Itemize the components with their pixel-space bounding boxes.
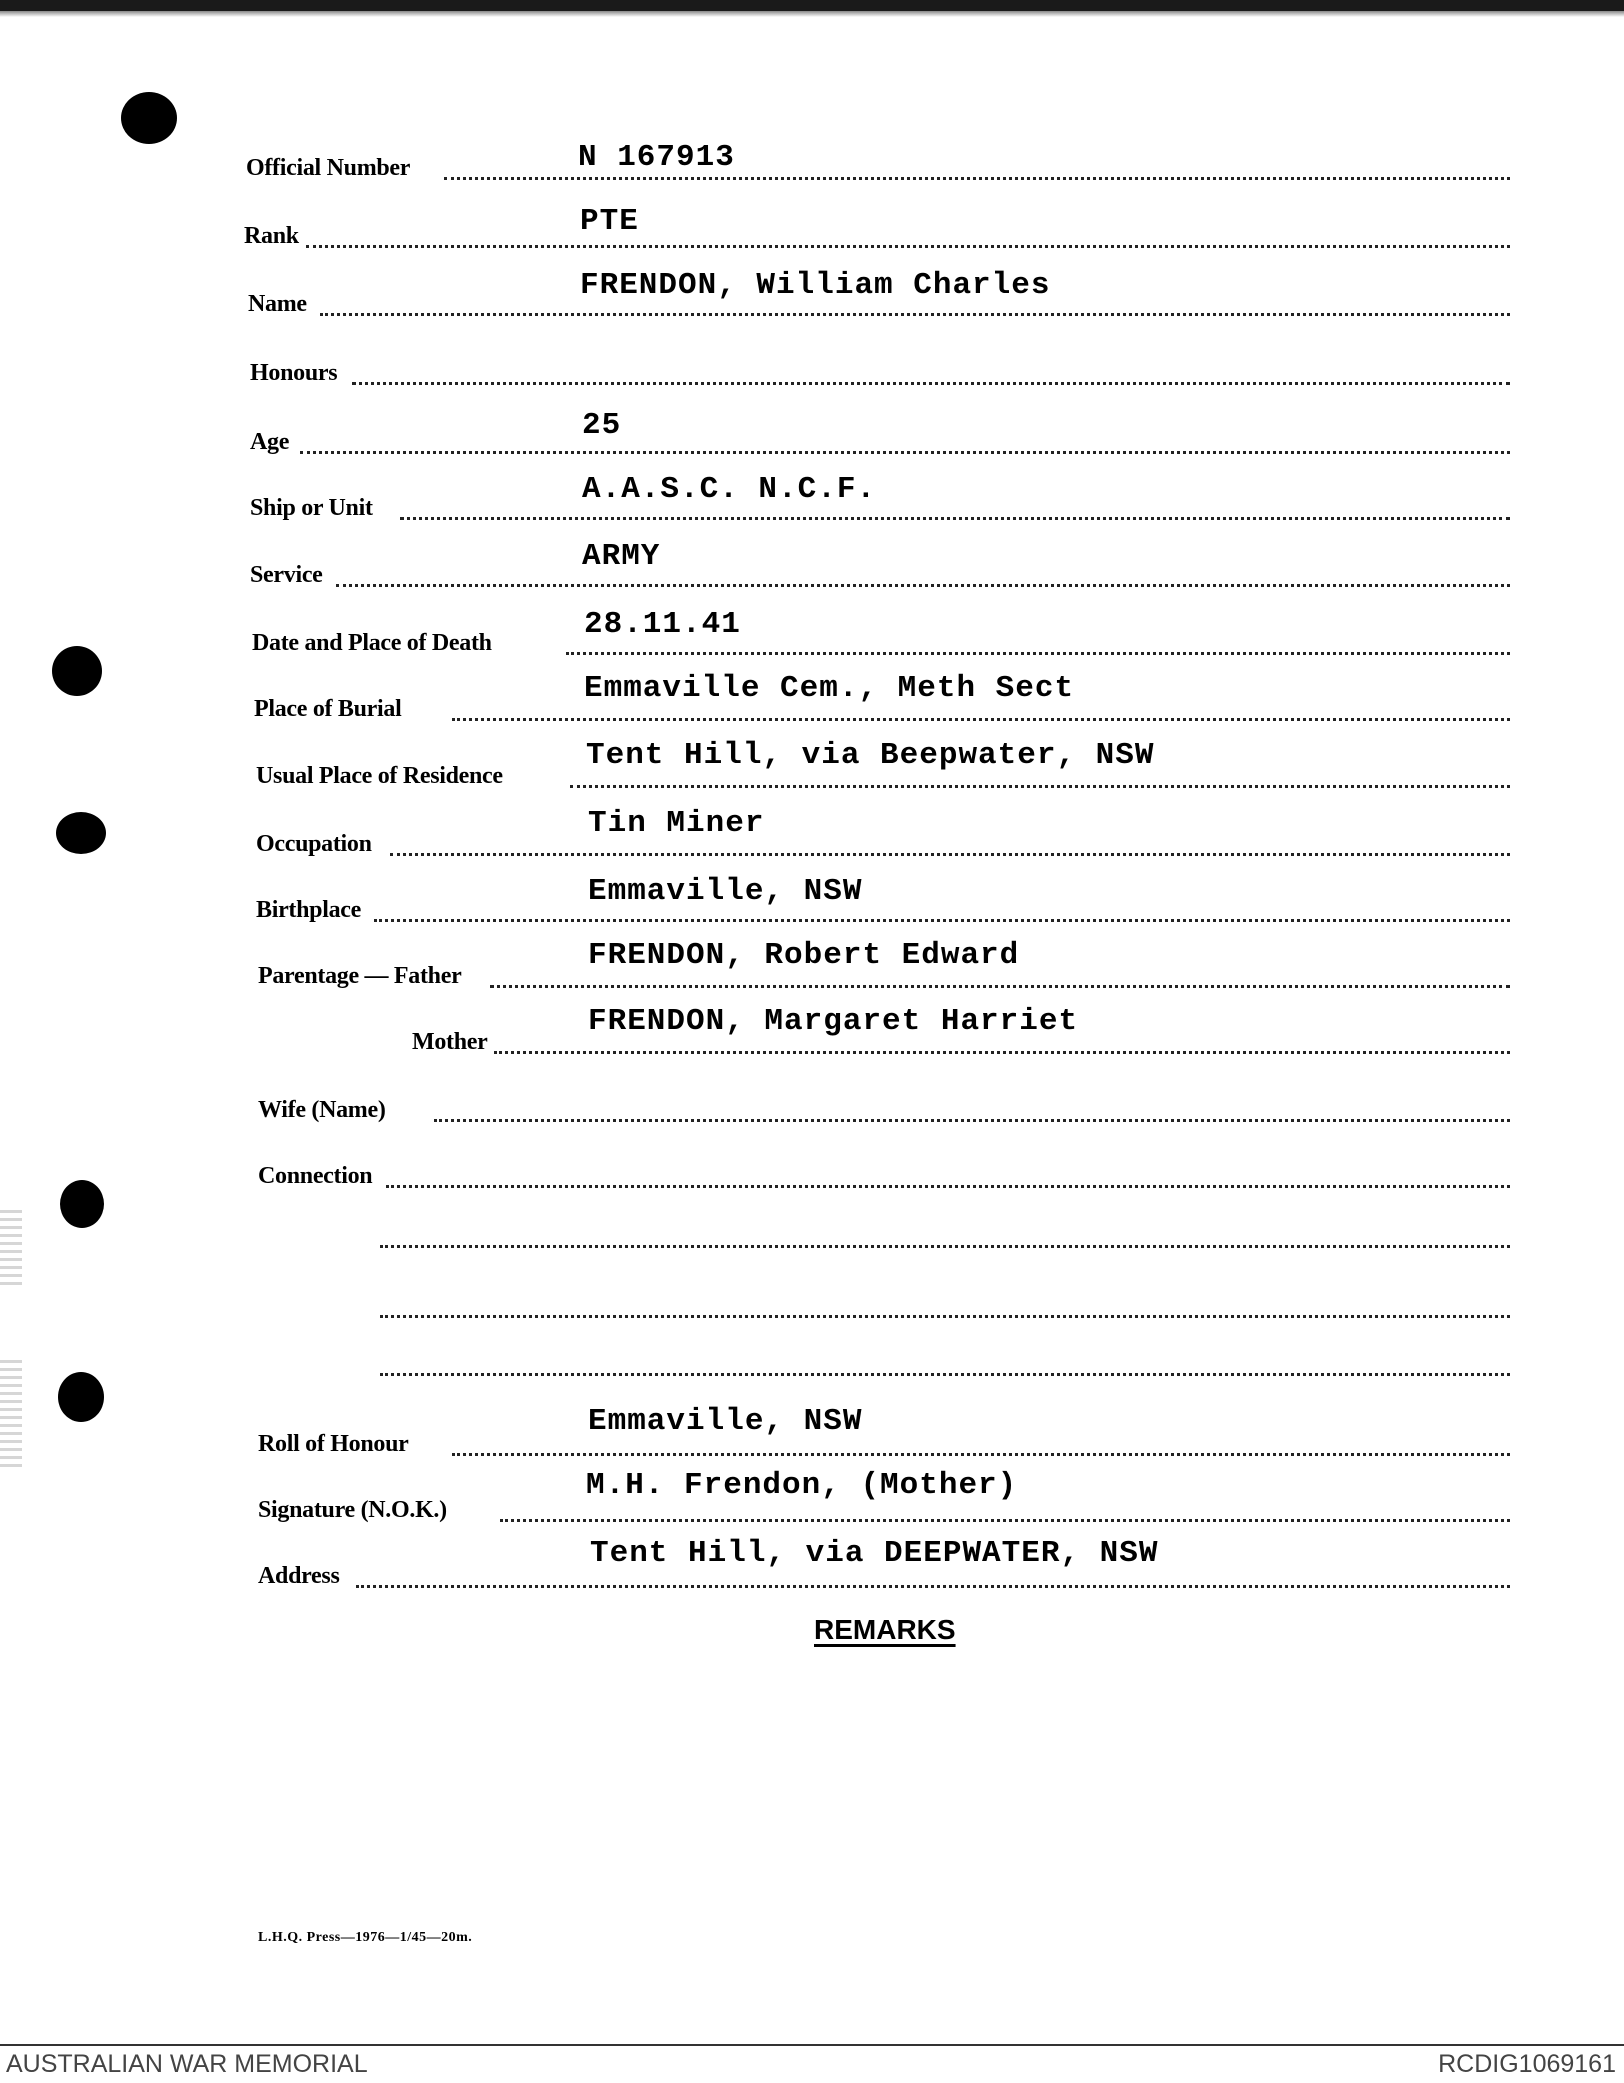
field-rule <box>452 1453 1510 1456</box>
field-service <box>0 527 1624 587</box>
field-label: Place of Burial <box>254 696 402 722</box>
field-label: Ship or Unit <box>250 495 373 521</box>
field-value: PTE <box>580 204 639 239</box>
field-value: Tin Miner <box>588 806 765 841</box>
field-official-number <box>0 120 1624 180</box>
field-label: Usual Place of Residence <box>256 763 503 789</box>
field-date-place-death <box>0 595 1624 655</box>
scan-top-edge <box>0 0 1624 11</box>
field-rank <box>0 188 1624 248</box>
field-signature <box>0 1462 1624 1522</box>
field-label: Mother <box>412 1029 488 1055</box>
field-label: Official Number <box>246 155 411 181</box>
field-rule <box>570 785 1510 788</box>
connection-blank-line <box>0 1188 1624 1248</box>
field-value: Emmaville, NSW <box>588 874 863 909</box>
field-rule <box>306 245 1510 248</box>
field-value: Emmaville Cem., Meth Sect <box>584 671 1075 706</box>
field-ship-or-unit <box>0 460 1624 520</box>
field-label: Date and Place of Death <box>252 630 492 656</box>
field-label: Address <box>258 1563 340 1589</box>
field-rule <box>300 451 1510 454</box>
field-roll-of-honour <box>0 1396 1624 1456</box>
field-rule <box>452 718 1510 721</box>
field-wife <box>0 1062 1624 1122</box>
field-place-of-burial <box>0 661 1624 721</box>
field-label: Rank <box>244 223 299 249</box>
field-label: Honours <box>250 360 338 386</box>
field-birthplace <box>0 862 1624 922</box>
field-value: ARMY <box>582 539 661 574</box>
field-label: Roll of Honour <box>258 1431 409 1457</box>
scan-top-shadow <box>0 11 1624 17</box>
field-age <box>0 394 1624 454</box>
field-value: Tent Hill, via Beepwater, NSW <box>586 738 1155 773</box>
field-rule <box>390 853 1510 856</box>
footer-record-id: RCDIG1069161 <box>1438 2050 1616 2078</box>
field-rule <box>434 1119 1510 1122</box>
field-value: FRENDON, Robert Edward <box>588 938 1020 973</box>
field-value: 25 <box>582 408 622 443</box>
field-rule <box>444 177 1510 180</box>
field-rule <box>356 1585 1510 1588</box>
footer-institution: AUSTRALIAN WAR MEMORIAL <box>6 2050 368 2078</box>
field-value: Emmaville, NSW <box>588 1404 863 1439</box>
field-value: M.H. Frendon, (Mother) <box>586 1468 1018 1503</box>
field-label: Parentage — Father <box>258 963 462 989</box>
field-rule <box>352 382 1510 385</box>
field-honours <box>0 325 1624 385</box>
field-father <box>0 928 1624 988</box>
field-value: Tent Hill, via DEEPWATER, NSW <box>590 1536 1159 1571</box>
field-mother <box>0 994 1624 1054</box>
connection-blank-line <box>0 1316 1624 1376</box>
field-label: Birthplace <box>256 897 361 923</box>
field-rule <box>400 517 1510 520</box>
printer-imprint: L.H.Q. Press—1976—1/45—20m. <box>258 1930 473 1945</box>
field-value: 28.11.41 <box>584 607 741 642</box>
field-address <box>0 1528 1624 1588</box>
field-label: Signature (N.O.K.) <box>258 1497 447 1523</box>
field-name <box>0 256 1624 316</box>
field-rule <box>380 1373 1510 1376</box>
field-label: Name <box>248 291 307 317</box>
field-rule <box>380 1245 1510 1248</box>
field-connection <box>0 1128 1624 1188</box>
field-label: Occupation <box>256 831 372 857</box>
field-label: Service <box>250 562 323 588</box>
field-occupation <box>0 796 1624 856</box>
remarks-heading: REMARKS <box>814 1614 956 1645</box>
field-value: A.A.S.C. N.C.F. <box>582 472 877 507</box>
field-usual-residence <box>0 728 1624 788</box>
field-label: Wife (Name) <box>258 1097 386 1123</box>
field-rule <box>490 985 1510 988</box>
field-value: FRENDON, William Charles <box>580 268 1051 303</box>
field-label: Connection <box>258 1163 373 1189</box>
connection-blank-line <box>0 1258 1624 1318</box>
field-value: FRENDON, Margaret Harriet <box>588 1004 1079 1039</box>
field-value: N 167913 <box>578 140 735 175</box>
field-label: Age <box>250 429 290 455</box>
field-rule <box>566 652 1510 655</box>
field-rule <box>320 313 1510 316</box>
field-rule <box>336 584 1510 587</box>
field-rule <box>374 919 1510 922</box>
field-rule <box>494 1051 1510 1054</box>
field-rule <box>500 1519 1510 1522</box>
